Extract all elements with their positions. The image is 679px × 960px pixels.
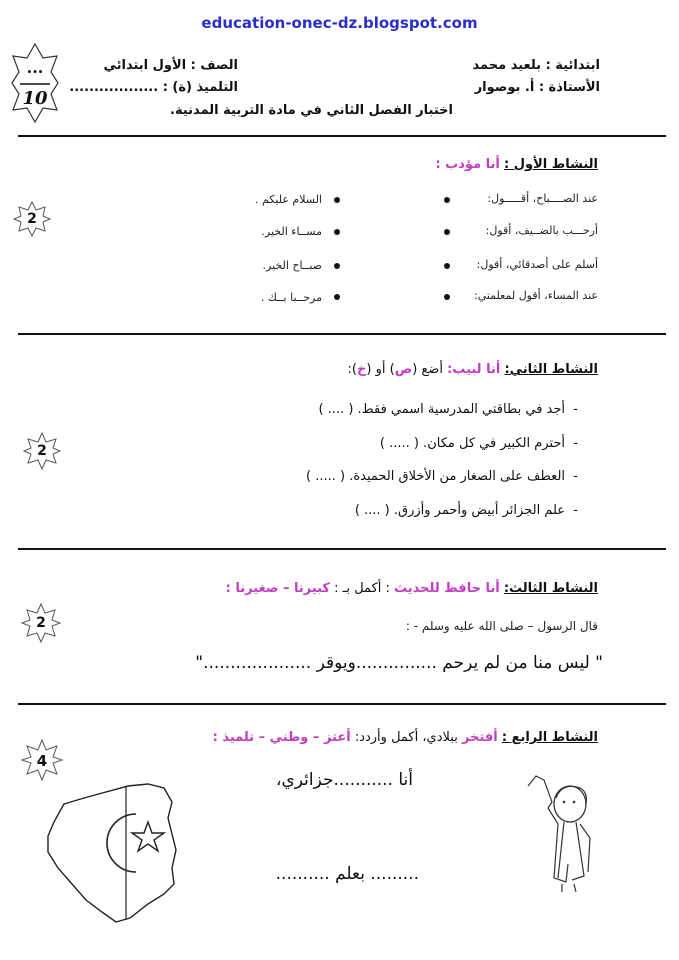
s1-left-dot[interactable]	[444, 263, 450, 269]
score-badge	[10, 42, 60, 124]
s2-line: - علم الجزائر أبيض وأحمر وأزرق. ( .... )	[354, 503, 578, 518]
teacher-name: الأستاذة : أ. بوصوار	[474, 80, 600, 95]
s2-line: - أجد في بطاقتي المدرسية اسمي فقط. ( .... )	[318, 402, 578, 417]
points-1: 2	[27, 211, 37, 227]
s1-right-item: السلام عليكم .	[254, 193, 322, 206]
points-badge-1	[13, 200, 51, 238]
divider	[18, 135, 666, 137]
section-1-title	[435, 157, 598, 172]
s1-left-dot[interactable]	[444, 197, 450, 203]
grade-label: الصف : الأول ابتدائي	[103, 58, 238, 73]
s1-right-item: مســاء الخير.	[261, 225, 322, 238]
s1-right-item: مرحــبا بــك .	[260, 291, 322, 304]
divider	[18, 548, 666, 550]
section-2-name: أنا لبيب:	[447, 362, 501, 377]
section-4-title: النشاط الرابع : أفتخر ببلادي، أكمل وأردد: أعتز – وطني – تلميذ :	[212, 730, 598, 745]
points-badge-2	[22, 431, 62, 471]
divider	[18, 333, 666, 335]
s1-left-item: أرحـــب بالضــيف، أقول:	[485, 224, 598, 237]
points-badge-3	[20, 602, 62, 644]
section-1-name: أنا مؤدب :	[435, 157, 500, 172]
section-4-pride: أفتخر	[461, 730, 498, 745]
section-3-name: أنا حافظ للحديث	[394, 581, 500, 596]
s1-right-dot[interactable]	[334, 197, 340, 203]
s1-left-item: أسلم على أصدقائي، أقول:	[476, 258, 598, 271]
letter-sad: ص	[394, 362, 413, 377]
s1-left-item: عند المساء، أقول لمعلمتي:	[473, 289, 598, 302]
hadith-intro: قال الرسول – صلى الله عليه وسلم - :	[405, 619, 598, 633]
points-4: 4	[36, 752, 48, 770]
section-1-label: النشاط الأول :	[503, 157, 598, 172]
section-2-label: النشاط الثاني:	[504, 362, 598, 377]
score-top: ...	[26, 58, 44, 77]
s4-line-2: ......... بعلم ..........	[275, 864, 419, 884]
s1-left-dot[interactable]	[444, 294, 450, 300]
s1-right-item: صبــاح الخير.	[262, 259, 322, 272]
section-3-words: كبيرنا – صغيرنا :	[225, 581, 330, 596]
s1-right-dot[interactable]	[334, 229, 340, 235]
student-field: التلميذ (ة) : ..................	[69, 80, 238, 95]
s2-line: - العطف على الصغار من الأخلاق الحميدة. ( ..... )	[306, 469, 578, 484]
section-3-title: النشاط الثالث: أنا حافظ للحديث : أكمل بـ : كبيرنا – صغيرنا :	[225, 581, 598, 596]
school-name: ابتدائية : بلعيد محمد	[472, 58, 600, 73]
letter-kha: خ	[357, 362, 367, 377]
s4-line-1: أنا ...........جزائري،	[276, 770, 413, 790]
section-2-title: النشاط الثاني: أنا لبيب: أضع (ص) أو (خ):	[347, 362, 598, 377]
score-bottom: 10	[22, 88, 48, 109]
hadith-text: " ليس منا من لم يرحم ...............ويوقر ...................."	[195, 653, 603, 673]
section-4-words: أعتز – وطني – تلميذ :	[212, 730, 351, 745]
algeria-map-picture	[44, 776, 214, 926]
exam-title: اختبار الفصل الثاني في مادة التربية المدنية.	[170, 103, 453, 118]
section-3-label: النشاط الثالث:	[503, 581, 598, 596]
site-url: education-onec-dz.blogspot.com	[201, 14, 478, 32]
points-2: 2	[37, 443, 47, 459]
points-3: 2	[36, 615, 46, 631]
boy-saluting-picture	[518, 768, 608, 896]
divider	[18, 703, 666, 705]
s2-line: - أحترم الكبير في كل مكان. ( ..... )	[379, 436, 578, 451]
s1-left-item: عند الصــــباح، أقـــــول:	[487, 192, 598, 205]
s1-left-dot[interactable]	[444, 229, 450, 235]
s1-right-dot[interactable]	[334, 263, 340, 269]
s1-right-dot[interactable]	[334, 294, 340, 300]
section-4-label: النشاط الرابع :	[501, 730, 598, 745]
